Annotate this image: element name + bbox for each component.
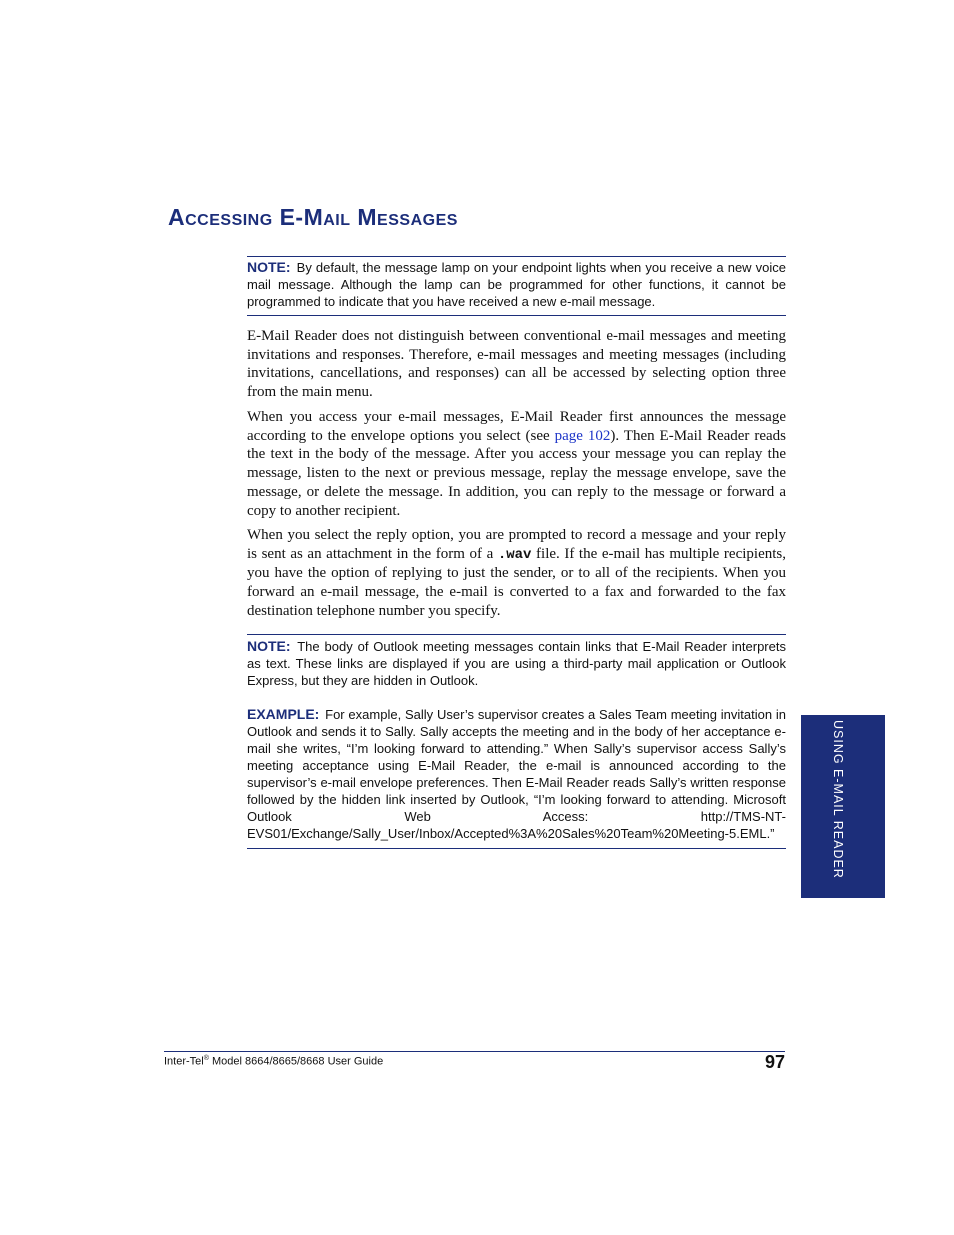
note-label: NOTE: (247, 638, 291, 654)
footer-guide: Model 8664/8665/8668 User Guide (208, 1055, 384, 1068)
example-label: EXAMPLE: (247, 706, 320, 722)
note-bottom-rule (247, 315, 786, 316)
example-bottom-rule (247, 848, 786, 849)
body-paragraph (247, 526, 786, 621)
footer-brand: Inter-Tel (164, 1055, 204, 1068)
paragraph-text: When you select the reply option, you are prompted to record a message and your reply is sent as an attachment in the form of a (247, 527, 786, 562)
note-top-rule (247, 634, 786, 635)
note-box (247, 638, 786, 689)
page-heading: Accessing E-Mail Messages (168, 204, 458, 230)
chapter-tab-label: USING E-MAIL READER (831, 720, 845, 879)
example-text: For example, Sally User’s supervisor creates a Sales Team meeting invitation in Outlook and sends it to Sally. Sally accepts the meeting and in the body of her acceptance e-mail she writes, “I’m looking forward to attending.” When Sally’s supervisor access Sally’s meeting acceptance using E-Mail Reader, the e-mail is announced according to the supervisor’s e-mail envelope preferences. Then E-Mail Reader reads Sally’s written response followed by the hidden link inserted by Outlook, “I’m looking forward to attending. Microsoft Outlook Web Access: http://TMS-NT-EVS01/Exchange/Sally_User/Inbox/Accepted%3A%20Sales%20Team%20Meeting-5.EML.” (247, 707, 786, 841)
page-link[interactable]: page 102 (554, 427, 611, 444)
note-top-rule (247, 256, 786, 257)
body-paragraph (247, 408, 786, 520)
paragraph-text: When you access your e-mail messages, E-Mail Reader first announces the message according to the envelope options you select (see (247, 409, 786, 444)
footer-title (164, 1055, 383, 1068)
footer-rule (164, 1051, 785, 1052)
page-number: 97 (764, 1052, 785, 1072)
file-extension-code: .wav (497, 546, 532, 563)
note-text: The body of Outlook meeting messages contain links that E-Mail Reader interprets as text. These links are displayed if you are using a third-party mail application or Outlook Express, but they are hidden in Outlook. (247, 639, 786, 688)
paragraph-text: file. If the e-mail has multiple recipients, you have the option of replying to just the sender, or to all of the recipients. When you forward an e-mail message, the e-mail is converted to a fax and forwarded to the fax destination telephone number you specify. (247, 545, 786, 619)
note-box (247, 259, 786, 310)
note-label: NOTE: (247, 259, 291, 275)
example-box (247, 706, 786, 842)
note-text: By default, the message lamp on your endpoint lights when you receive a new voice mail message. Although the lamp can be programmed for other functions, it cannot be programmed to indicate that you have received a new e-mail message. (247, 260, 786, 309)
chapter-side-tab (801, 715, 885, 898)
registered-mark: ® (203, 1055, 209, 1062)
body-paragraph: E-Mail Reader does not distinguish between conventional e-mail messages and meeting invitations and responses. Therefore, e-mail messages and meeting messages (including invitations, cancellations, and responses) can all be accessed by selecting option three from the main menu. (247, 328, 786, 401)
paragraph-text: ). Then E-Mail Reader reads the text in the body of the message. After you access your message you can replay the message, listen to the next or previous message, replay the message envelope, save the message, or delete the message. In addition, you can reply to the message or forward a copy to another recipient. (247, 427, 786, 519)
